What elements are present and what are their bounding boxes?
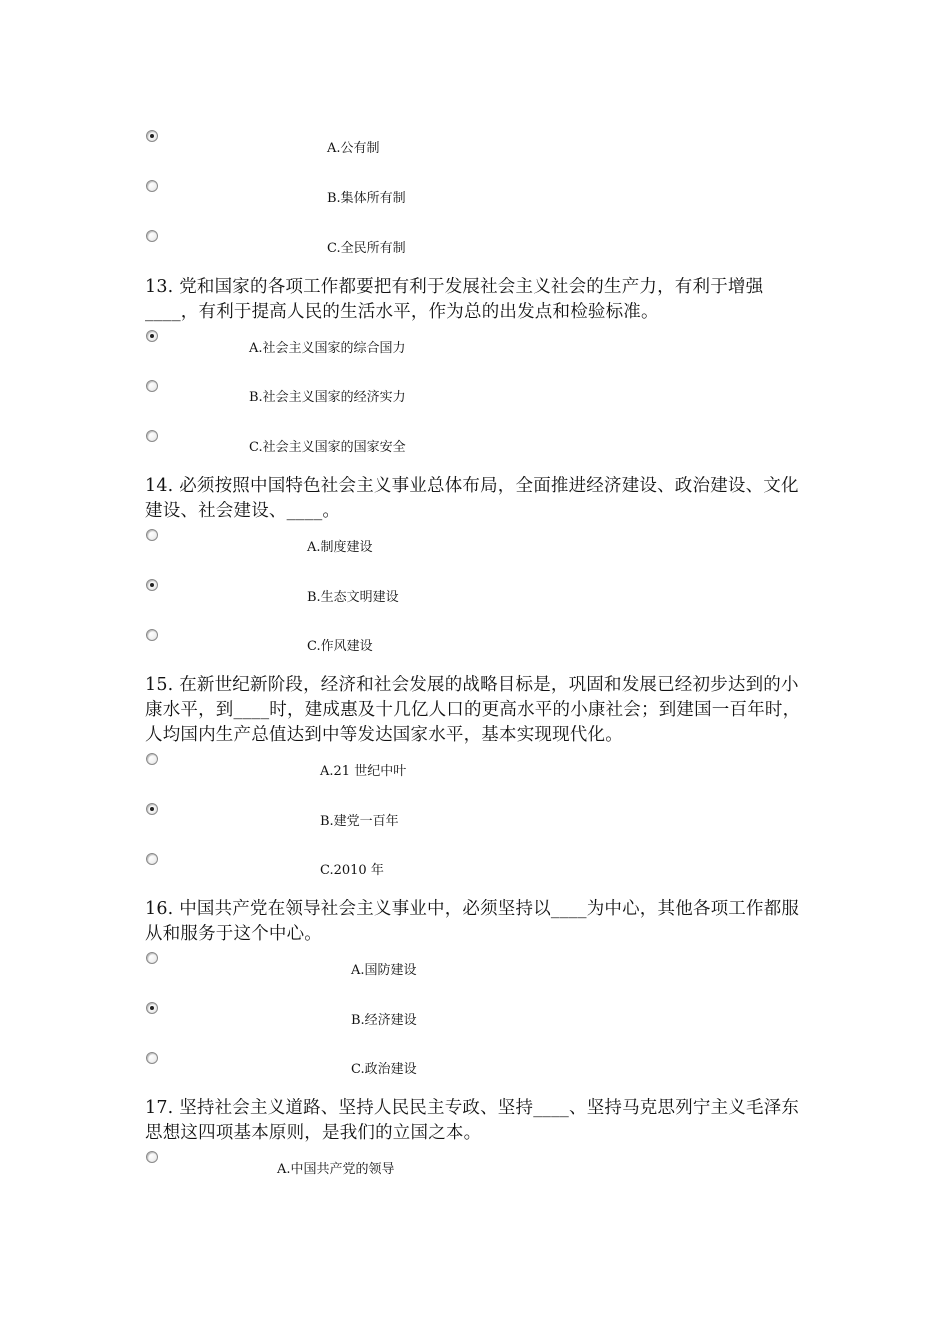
radio-q12-a[interactable] [146,130,158,142]
option-label: B.生态文明建设 [307,590,399,605]
radio-q14-a[interactable] [146,529,158,541]
radio-q15-b[interactable] [146,803,158,815]
radio-q13-b[interactable] [146,380,158,392]
question-14-text: 14. 必须按照中国特色社会主义事业总体布局，全面推进经济建设、政治建设、文化建设、社会建设、____。 [145,476,799,521]
option-label: A.公有制 [327,141,380,156]
radio-q12-b[interactable] [146,180,158,192]
radio-q13-a[interactable] [146,330,158,342]
question-17-text: 17. 坚持社会主义道路、坚持人民民主专政、坚持____、坚持马克思列宁主义毛泽东思想这四项基本原则，是我们的立国之本。 [145,1098,800,1143]
option-label: C.社会主义国家的国家安全 [249,440,406,455]
option-label: C.政治建设 [351,1062,417,1077]
option-label: C.全民所有制 [327,241,406,256]
option-label: A.中国共产党的领导 [277,1162,395,1177]
option-label: B.社会主义国家的经济实力 [249,390,406,405]
radio-q14-b[interactable] [146,579,158,591]
question-15-text: 15. 在新世纪新阶段，经济和社会发展的战略目标是，巩固和发展已经初步达到的小康水平，到____时，建成惠及十几亿人口的更高水平的小康社会；到建国一百年时，人均国内生产总值达到中等发达国家水平，基本实现现代化。 [145,675,801,745]
radio-q15-c[interactable] [146,853,158,865]
option-label: B.经济建设 [351,1013,417,1028]
radio-q15-a[interactable] [146,753,158,765]
option-label: C.2010 年 [320,863,384,878]
option-label: B.建党一百年 [320,814,399,829]
radio-q12-c[interactable] [146,230,158,242]
question-13-text: 13. 党和国家的各项工作都要把有利于发展社会主义社会的生产力，有利于增强____，有利于提高人民的生活水平，作为总的出发点和检验标准。 [145,277,764,322]
radio-q16-b[interactable] [146,1002,158,1014]
radio-q16-c[interactable] [146,1052,158,1064]
radio-q14-c[interactable] [146,629,158,641]
radio-q13-c[interactable] [146,430,158,442]
option-label: C.作风建设 [307,639,373,654]
option-label: A.制度建设 [307,540,373,555]
radio-q16-a[interactable] [146,952,158,964]
radio-q17-a[interactable] [146,1151,158,1163]
option-label: A.21 世纪中叶 [320,764,407,779]
question-16-text: 16. 中国共产党在领导社会主义事业中，必须坚持以____为中心，其他各项工作都服从和服务于这个中心。 [145,899,800,944]
option-label: B.集体所有制 [327,191,406,206]
option-label: A.国防建设 [351,963,417,978]
option-label: A.社会主义国家的综合国力 [249,341,406,356]
